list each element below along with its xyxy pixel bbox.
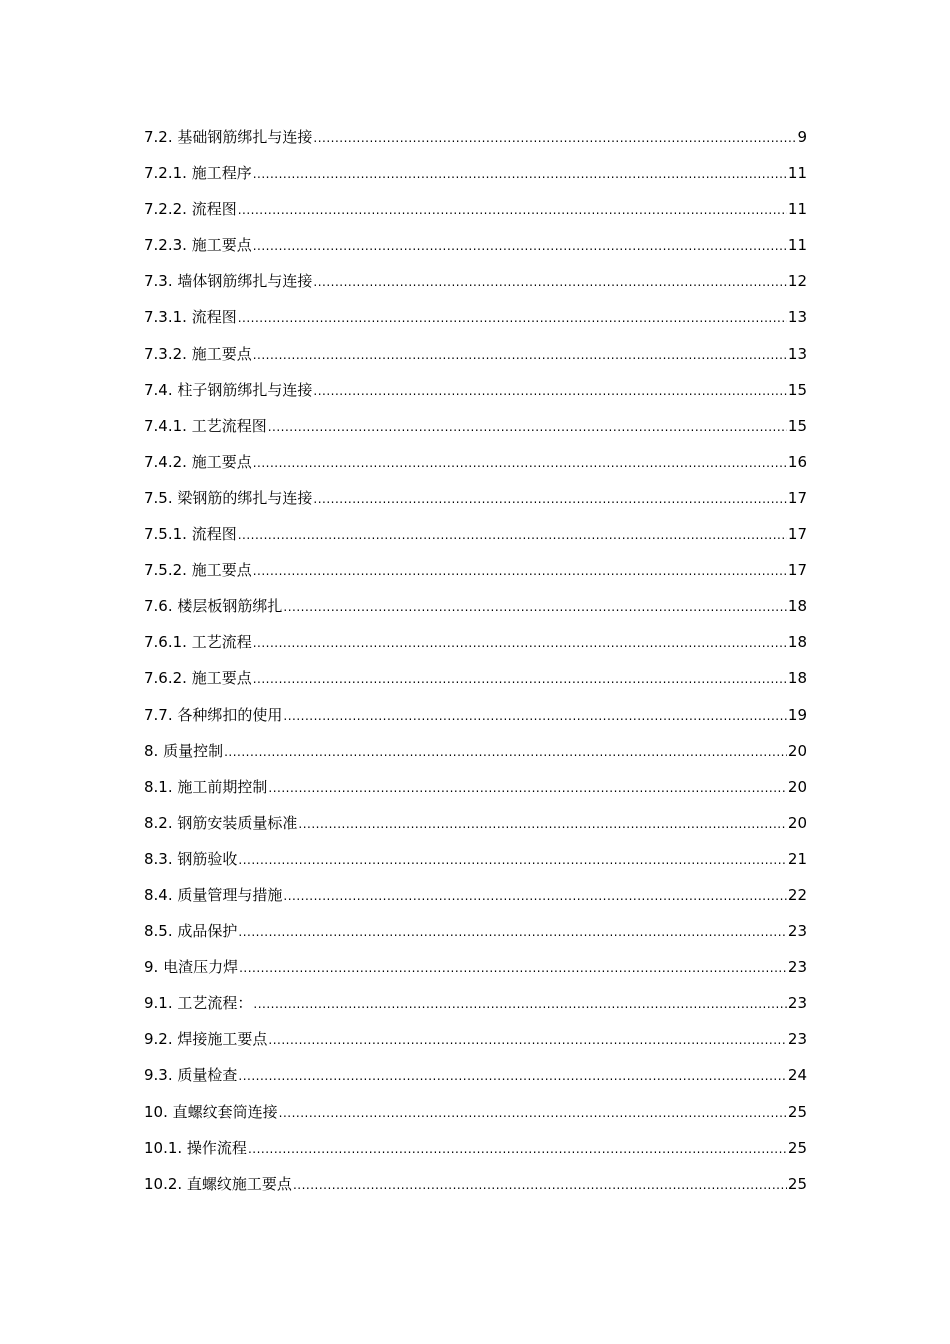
toc-entry[interactable]	[144, 160, 807, 196]
toc-entry[interactable]	[144, 304, 807, 340]
toc-entry-title: 7.4.2. 施工要点	[144, 452, 252, 471]
toc-entry[interactable]	[144, 341, 807, 377]
toc-entry-title: 7.6. 楼层板钢筋绑扎	[144, 597, 283, 616]
toc-dot-leader	[253, 450, 787, 476]
toc-page-number: 22	[787, 885, 807, 904]
toc-page-number: 13	[787, 344, 807, 363]
toc-entry-title: 8. 质量控制	[144, 741, 224, 760]
toc-page-number: 17	[787, 525, 807, 544]
toc-entry-title: 9.3. 质量检查	[144, 1066, 238, 1085]
toc-dot-leader	[253, 342, 787, 368]
toc-dot-leader	[239, 955, 787, 981]
toc-entry-title: 7.2. 基础钢筋绑扎与连接	[144, 128, 313, 146]
toc-page-number: 9	[797, 128, 807, 146]
toc-entry-title: 10.2. 直螺纹施工要点	[144, 1174, 292, 1193]
toc-dot-leader	[238, 919, 787, 945]
toc-entry-title: 7.5.2. 施工要点	[144, 561, 252, 580]
toc-entry-title: 7.5. 梁钢筋的绑扎与连接	[144, 488, 313, 507]
toc-dot-leader	[283, 883, 787, 909]
toc-entry[interactable]	[144, 593, 807, 629]
toc-dot-leader	[313, 269, 787, 295]
toc-page-number: 19	[787, 705, 807, 724]
toc-entry-title: 8.1. 施工前期控制	[144, 777, 268, 796]
toc-page-number: 20	[787, 813, 807, 832]
toc-dot-leader	[313, 125, 796, 151]
toc-dot-leader	[248, 1136, 787, 1162]
toc-page-number: 24	[787, 1066, 807, 1085]
toc-dot-leader	[224, 739, 787, 765]
toc-page-number: 23	[787, 994, 807, 1013]
toc-page-number: 11	[787, 164, 807, 183]
toc-dot-leader	[268, 775, 787, 801]
toc-page-number: 17	[787, 488, 807, 507]
toc-page-number: 11	[787, 200, 807, 219]
toc-entry-title: 9.2. 焊接施工要点	[144, 1030, 268, 1049]
toc-entry[interactable]	[144, 268, 807, 304]
toc-entry[interactable]	[144, 196, 807, 232]
toc-entry-title: 7.4. 柱子钢筋绑扎与连接	[144, 380, 313, 399]
toc-page-number: 13	[787, 308, 807, 327]
toc-page-number: 18	[787, 633, 807, 652]
toc-dot-leader	[238, 1063, 787, 1089]
toc-dot-leader	[253, 558, 787, 584]
toc-page-number: 16	[787, 452, 807, 471]
toc-entry[interactable]	[144, 232, 807, 268]
toc-entry[interactable]	[144, 124, 807, 160]
toc-entry-title: 7.3. 墙体钢筋绑扎与连接	[144, 272, 313, 291]
toc-page-number: 12	[787, 272, 807, 291]
toc-page-number: 18	[787, 669, 807, 688]
toc-entry[interactable]	[144, 810, 807, 846]
toc-page-number: 20	[787, 777, 807, 796]
toc-entry[interactable]	[144, 449, 807, 485]
table-of-contents	[144, 124, 807, 1207]
toc-entry[interactable]	[144, 882, 807, 918]
toc-dot-leader	[293, 1172, 787, 1198]
toc-page-number: 25	[787, 1174, 807, 1193]
toc-entry[interactable]	[144, 990, 807, 1026]
toc-entry[interactable]	[144, 1062, 807, 1098]
toc-dot-leader	[253, 666, 787, 692]
toc-entry[interactable]	[144, 1099, 807, 1135]
toc-entry[interactable]	[144, 738, 807, 774]
toc-entry[interactable]	[144, 557, 807, 593]
toc-dot-leader	[279, 1100, 787, 1126]
toc-entry[interactable]	[144, 1135, 807, 1171]
toc-dot-leader	[313, 486, 787, 512]
toc-entry-title: 7.2.1. 施工程序	[144, 164, 252, 183]
toc-entry[interactable]	[144, 665, 807, 701]
toc-dot-leader	[253, 630, 787, 656]
toc-entry-title: 7.5.1. 流程图	[144, 525, 237, 544]
toc-page-number: 25	[787, 1102, 807, 1121]
toc-page-number: 17	[787, 561, 807, 580]
toc-entry[interactable]	[144, 846, 807, 882]
toc-dot-leader	[253, 161, 787, 187]
toc-dot-leader	[238, 847, 787, 873]
toc-entry-title: 8.5. 成品保护	[144, 922, 238, 941]
toc-dot-leader	[313, 378, 787, 404]
toc-page-number: 20	[787, 741, 807, 760]
toc-entry[interactable]	[144, 918, 807, 954]
toc-page-number: 18	[787, 597, 807, 616]
toc-entry-title: 7.6.2. 施工要点	[144, 669, 252, 688]
toc-entry[interactable]	[144, 954, 807, 990]
toc-entry-title: 7.4.1. 工艺流程图	[144, 416, 267, 435]
toc-entry-title: 7.7. 各种绑扣的使用	[144, 705, 283, 724]
toc-entry-title: 7.3.1. 流程图	[144, 308, 237, 327]
toc-entry-title: 8.2. 钢筋安装质量标准	[144, 813, 298, 832]
toc-dot-leader	[268, 414, 787, 440]
toc-entry-title: 10. 直螺纹套筒连接	[144, 1102, 278, 1121]
toc-dot-leader	[283, 594, 787, 620]
toc-dot-leader	[253, 991, 787, 1017]
toc-entry[interactable]	[144, 521, 807, 557]
toc-entry[interactable]	[144, 629, 807, 665]
toc-entry[interactable]	[144, 485, 807, 521]
toc-entry-title: 8.3. 钢筋验收	[144, 849, 238, 868]
toc-dot-leader	[238, 305, 787, 331]
toc-page-number: 15	[787, 416, 807, 435]
toc-page-number: 23	[787, 958, 807, 977]
toc-entry[interactable]	[144, 413, 807, 449]
toc-dot-leader	[253, 233, 787, 259]
toc-dot-leader	[298, 811, 787, 837]
toc-entry[interactable]	[144, 1026, 807, 1062]
toc-entry-title: 7.6.1. 工艺流程	[144, 633, 252, 652]
toc-page-number: 25	[787, 1138, 807, 1157]
toc-page-number: 21	[787, 849, 807, 868]
toc-page-number: 23	[787, 922, 807, 941]
toc-entry-title: 10.1. 操作流程	[144, 1138, 247, 1157]
toc-dot-leader	[283, 703, 787, 729]
toc-page-number: 15	[787, 380, 807, 399]
toc-entry-title: 7.3.2. 施工要点	[144, 344, 252, 363]
toc-entry[interactable]	[144, 702, 807, 738]
toc-entry-title: 7.2.2. 流程图	[144, 200, 237, 219]
toc-entry[interactable]	[144, 774, 807, 810]
toc-entry-title: 9.1. 工艺流程：	[144, 994, 253, 1013]
toc-dot-leader	[268, 1027, 787, 1053]
toc-page-number: 23	[787, 1030, 807, 1049]
toc-entry[interactable]	[144, 1171, 807, 1207]
toc-dot-leader	[238, 197, 787, 223]
toc-entry-title: 8.4. 质量管理与措施	[144, 885, 283, 904]
toc-entry[interactable]	[144, 377, 807, 413]
toc-dot-leader	[238, 522, 787, 548]
toc-page-number: 11	[787, 236, 807, 255]
toc-entry-title: 7.2.3. 施工要点	[144, 236, 252, 255]
toc-entry-title: 9. 电渣压力焊	[144, 958, 239, 977]
